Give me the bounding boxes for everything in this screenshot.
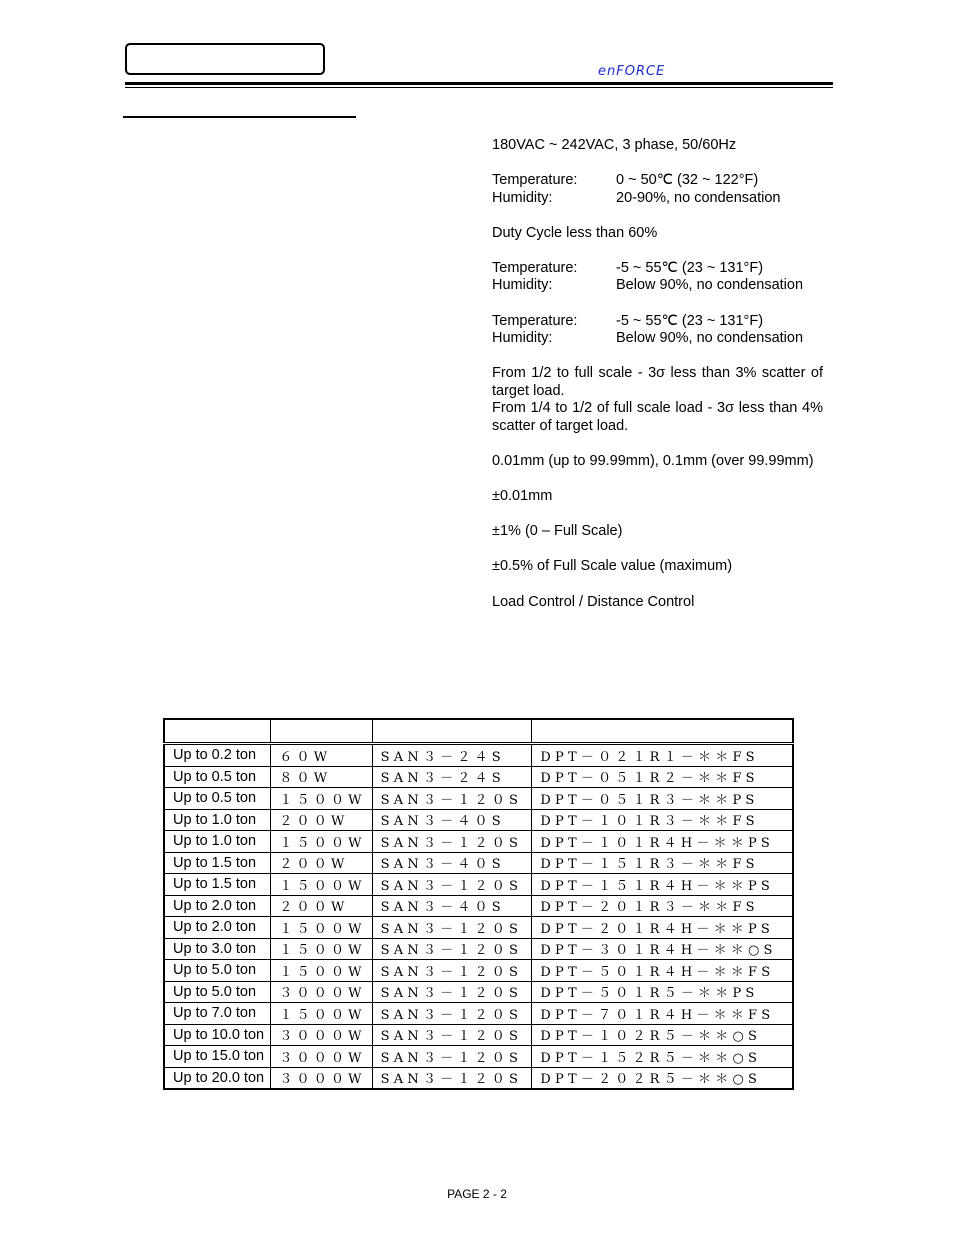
servo-amp-cell: SAN３－２４S: [372, 744, 532, 767]
motor-power-cell: ３０００W: [271, 981, 372, 1003]
servo-amp-cell: SAN３－１２０S: [372, 938, 532, 960]
table-row: [164, 874, 793, 896]
servo-amp-cell: SAN３－１２０S: [372, 1024, 532, 1046]
table-row: [164, 744, 793, 767]
spec-text: Duty Cycle less than 60%: [492, 224, 658, 241]
header-cell: [164, 719, 271, 744]
table-row: [164, 1024, 793, 1046]
capacity-cell: Up to 1.0 ton: [164, 831, 271, 853]
unit-model-cell: DPT－３０１R４H－＊＊○S: [532, 938, 793, 960]
unit-model-cell: DPT－５０１R５－＊＊PS: [532, 981, 793, 1003]
motor-power-cell: １５００W: [271, 960, 372, 982]
spec-text: 0.01mm (up to 99.99mm), 0.1mm (over 99.99mm): [492, 453, 814, 470]
spec-text: ±0.01mm: [492, 488, 553, 505]
page-number: PAGE 2 - 2: [447, 1187, 507, 1201]
servo-amp-cell: SAN３－１２０S: [372, 831, 532, 853]
spec-item: [492, 453, 823, 471]
spec-item: [492, 313, 823, 348]
servo-amp-cell: SAN３－１２０S: [372, 1067, 532, 1089]
capacity-cell: Up to 10.0 ton: [164, 1024, 271, 1046]
spec-label: Humidity:: [492, 277, 553, 294]
unit-model-cell: DPT－０５１R３－＊＊PS: [532, 788, 793, 810]
motor-power-cell: ３０００W: [271, 1067, 372, 1089]
unit-model-cell: DPT－１５１R３－＊＊FS: [532, 852, 793, 874]
unit-model-cell: DPT－０２１R１－＊＊FS: [532, 744, 793, 767]
capacity-cell: Up to 1.5 ton: [164, 852, 271, 874]
servo-amp-cell: SAN３－１２０S: [372, 874, 532, 896]
spec-value: Below 90%, no condensation: [616, 277, 804, 294]
unit-model-cell: DPT－１５１R４H－＊＊PS: [532, 874, 793, 896]
motor-power-cell: ２００W: [271, 895, 372, 917]
table-row: [164, 895, 793, 917]
spec-item: [492, 523, 823, 541]
spec-text: 180VAC ~ 242VAC, 3 phase, 50/60Hz: [492, 137, 737, 153]
servo-amp-cell: SAN３－２４S: [372, 766, 532, 788]
unit-model-cell: DPT－５０１R４H－＊＊FS: [532, 960, 793, 982]
header-title-box: [125, 43, 325, 75]
spec-text: From 1/2 to full scale - 3σ less than 3% scatter of target load.: [492, 365, 823, 399]
unit-model-cell: DPT－２０２R５－＊＊○S: [532, 1067, 793, 1089]
motor-power-cell: ６０W: [271, 744, 372, 767]
unit-model-cell: DPT－１０２R５－＊＊○S: [532, 1024, 793, 1046]
unit-model-cell: DPT－２０１R３－＊＊FS: [532, 895, 793, 917]
header-rule-thick: [125, 82, 833, 85]
spec-item: [492, 488, 823, 506]
capacity-cell: Up to 1.5 ton: [164, 874, 271, 896]
table-row: [164, 1067, 793, 1089]
servo-amp-cell: SAN３－４０S: [372, 895, 532, 917]
spec-text: Load Control / Distance Control: [492, 593, 695, 610]
spec-value: 0 ~ 50℃ (32 ~ 122°F): [616, 172, 759, 189]
spec-pair: [492, 260, 823, 278]
motor-power-cell: １５００W: [271, 831, 372, 853]
model-table: [163, 718, 794, 1090]
table-row: [164, 788, 793, 810]
servo-amp-cell: SAN３－１２０S: [372, 788, 532, 810]
motor-power-cell: １５００W: [271, 874, 372, 896]
spec-text: From 1/4 to 1/2 of full scale load - 3σ less than 4% scatter of target load.: [492, 400, 823, 435]
servo-amp-cell: SAN３－１２０S: [372, 981, 532, 1003]
spec-item: [492, 365, 823, 435]
capacity-cell: Up to 3.0 ton: [164, 938, 271, 960]
servo-amp-cell: SAN３－１２０S: [372, 1003, 532, 1025]
servo-amp-cell: SAN３－４０S: [372, 852, 532, 874]
spec-item: [492, 137, 823, 155]
spec-value: -5 ~ 55℃ (23 ~ 131°F): [616, 259, 764, 276]
table-row: [164, 960, 793, 982]
motor-power-cell: ２００W: [271, 852, 372, 874]
table-row: [164, 809, 793, 831]
motor-power-cell: ３０００W: [271, 1046, 372, 1068]
capacity-cell: Up to 2.0 ton: [164, 917, 271, 939]
unit-model-cell: DPT－１５２R５－＊＊○S: [532, 1046, 793, 1068]
unit-model-cell: DPT－１０１R３－＊＊FS: [532, 809, 793, 831]
capacity-cell: Up to 1.0 ton: [164, 809, 271, 831]
unit-model-cell: DPT－７０１R４H－＊＊FS: [532, 1003, 793, 1025]
capacity-cell: Up to 0.5 ton: [164, 788, 271, 810]
unit-model-cell: DPT－０５１R２－＊＊FS: [532, 766, 793, 788]
table-row: [164, 831, 793, 853]
motor-power-cell: １５００W: [271, 788, 372, 810]
table-row: [164, 938, 793, 960]
capacity-cell: Up to 2.0 ton: [164, 895, 271, 917]
motor-power-cell: ３０００W: [271, 1024, 372, 1046]
spec-label: Humidity:: [492, 330, 553, 347]
header-cell: [271, 719, 372, 744]
capacity-cell: Up to 0.2 ton: [164, 744, 271, 767]
header-cell: [532, 719, 793, 744]
spec-item: [492, 558, 823, 576]
unit-model-cell: DPT－２０１R４H－＊＊PS: [532, 917, 793, 939]
brand-logo: enFORCE: [598, 64, 666, 79]
table-row: [164, 852, 793, 874]
header-cell: [372, 719, 532, 744]
capacity-cell: Up to 7.0 ton: [164, 1003, 271, 1025]
spec-pair: [492, 330, 823, 348]
spec-item: [492, 260, 823, 295]
spec-text: ±0.5% of Full Scale value (maximum): [492, 558, 733, 575]
spec-text: ±1% (0 – Full Scale): [492, 523, 623, 540]
specifications-list: [492, 137, 823, 629]
table-row: [164, 766, 793, 788]
capacity-cell: Up to 5.0 ton: [164, 960, 271, 982]
motor-power-cell: １５００W: [271, 917, 372, 939]
motor-power-cell: ８０W: [271, 766, 372, 788]
header-rule-thin: [125, 87, 833, 88]
spec-pair: [492, 172, 823, 190]
motor-power-cell: ２００W: [271, 809, 372, 831]
spec-value: 20-90%, no condensation: [616, 189, 781, 206]
spec-value: Below 90%, no condensation: [616, 330, 804, 347]
table-row: [164, 1046, 793, 1068]
spec-label: Temperature:: [492, 312, 578, 329]
spec-pair: [492, 190, 823, 208]
capacity-cell: Up to 15.0 ton: [164, 1046, 271, 1068]
motor-power-cell: １５００W: [271, 1003, 372, 1025]
spec-label: Temperature:: [492, 172, 578, 189]
table-header-row: [164, 719, 793, 744]
section-heading-rule: [123, 116, 356, 118]
spec-label: Temperature:: [492, 259, 578, 276]
unit-model-cell: DPT－１０１R４H－＊＊PS: [532, 831, 793, 853]
spec-pair: [492, 277, 823, 295]
spec-item: [492, 594, 823, 612]
table-row: [164, 917, 793, 939]
spec-label: Humidity:: [492, 189, 553, 206]
spec-item: [492, 172, 823, 207]
capacity-cell: Up to 0.5 ton: [164, 766, 271, 788]
table-row: [164, 1003, 793, 1025]
motor-power-cell: １５００W: [271, 938, 372, 960]
servo-amp-cell: SAN３－１２０S: [372, 1046, 532, 1068]
capacity-cell: Up to 5.0 ton: [164, 981, 271, 1003]
servo-amp-cell: SAN３－４０S: [372, 809, 532, 831]
spec-pair: [492, 313, 823, 331]
spec-value: -5 ~ 55℃ (23 ~ 131°F): [616, 312, 764, 329]
servo-amp-cell: SAN３－１２０S: [372, 960, 532, 982]
capacity-cell: Up to 20.0 ton: [164, 1067, 271, 1089]
spec-item: [492, 225, 823, 243]
table-row: [164, 981, 793, 1003]
servo-amp-cell: SAN３－１２０S: [372, 917, 532, 939]
